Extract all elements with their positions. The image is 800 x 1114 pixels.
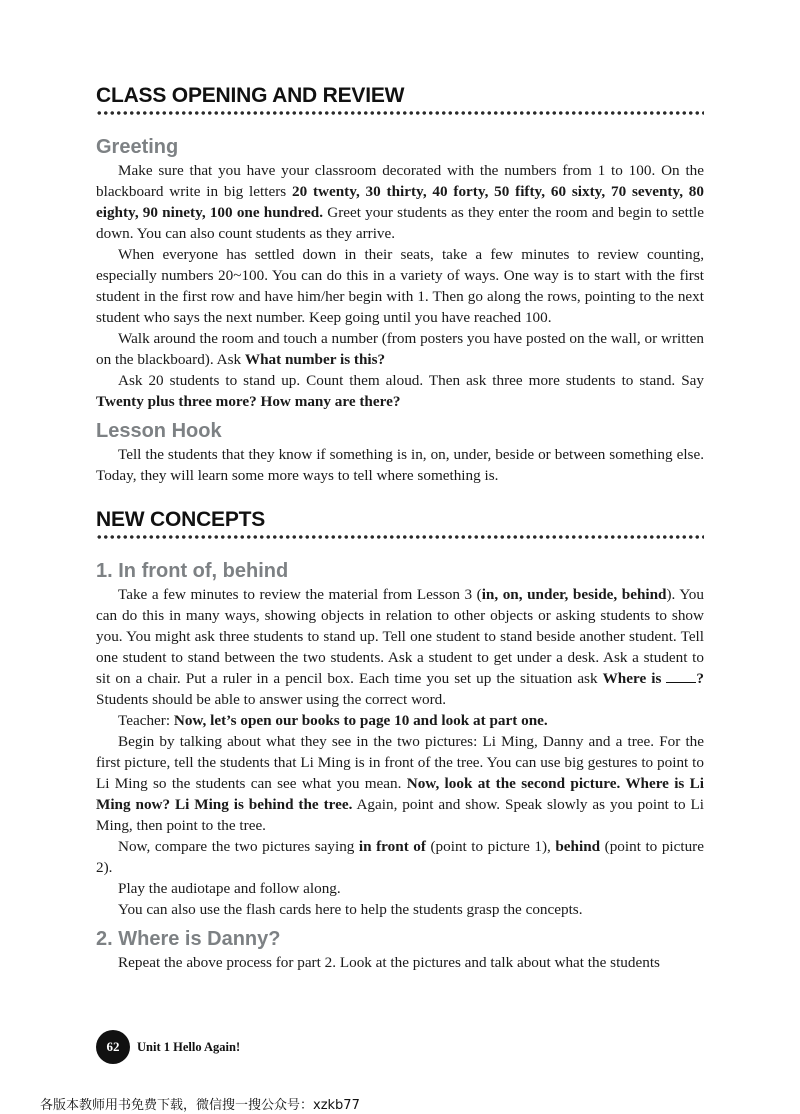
paragraph: Ask 20 students to stand up. Count them aloud. Then ask three more students to stand. Say Twenty plus three more? How many are there?	[96, 372, 704, 410]
page-number: 62	[96, 1030, 130, 1064]
paragraph: Now, compare the two pictures saying in front of (point to picture 1), behind (point to picture 2).	[96, 838, 704, 876]
paragraph: Walk around the room and touch a number (from posters you have posted on the wall, or written on the blackboard). Ask What number is this?	[96, 330, 704, 368]
section-title-opening: CLASS OPENING AND REVIEW	[96, 84, 405, 107]
paragraph: Tell the students that they know if something is in, on, under, beside or between something else. Today, they will learn some more ways to tell where something is.	[96, 446, 704, 484]
page-footer	[96, 1030, 240, 1064]
subheading-greeting: Greeting	[96, 136, 179, 158]
subheading-lesson-hook: Lesson Hook	[96, 420, 222, 442]
section-title-concepts: NEW CONCEPTS	[96, 508, 266, 531]
paragraph: Play the audiotape and follow along.	[118, 880, 341, 897]
paragraph: Make sure that you have your classroom decorated with the numbers from 1 to 100. On the blackboard write in big letters 20 twenty, 30 thirty, 40 forty, 50 fifty, 60 sixty, 70 seventy, 80 eighty, 90 ninety, 100 one hundred. Greet your students as they enter the room and begin to settle down. You can also count students as they arrive.	[96, 162, 704, 242]
dotted-divider	[96, 110, 704, 116]
watermark-text: 各版本教师用书免费下载，微信搜一搜公众号：xzkb77	[40, 1098, 360, 1113]
unit-label: Unit 1 Hello Again!	[137, 1039, 241, 1054]
paragraph: When everyone has settled down in their seats, take a few minutes to review counting, especially numbers 20~100. You can do this in a variety of ways. One way is to start with the first student in the first row and have him/her begin with 1. Then go along the rows, pointing to the next student who says the next number. Keep going until you have reached 100.	[96, 246, 704, 326]
paragraph: You can also use the flash cards here to help the students grasp the concepts.	[118, 901, 583, 918]
answer-blank	[666, 670, 696, 683]
dotted-divider	[96, 534, 704, 540]
paragraph: Take a few minutes to review the material from Lesson 3 (in, on, under, beside, behind). You can do this in many ways, showing objects in relation to other objects or asking students to show you. You might ask three students to stand up. Tell one student to stand beside another student. Tell one student to stand between the two students. Ask a student to get under a desk. Ask a student to sit on a chair. Put a ruler in a pencil box. Each time you set up the situation ask Where is ? Students should be able to answer using the correct word.	[96, 586, 705, 708]
paragraph: Repeat the above process for part 2. Look at the pictures and talk about what the students	[118, 954, 660, 971]
paragraph: Teacher: Now, let’s open our books to page 10 and look at part one.	[118, 712, 548, 729]
paragraph: Begin by talking about what they see in the two pictures: Li Ming, Danny and a tree. For the first picture, tell the students that Li Ming is in front of the tree. You can use big gestures to point to Li Ming so the students can see what you mean. Now, look at the second picture. Where is Li Ming now? Li Ming is behind the tree. Again, point and show. Speak slowly as you point to Li Ming, then point to the tree.	[96, 733, 704, 834]
subheading-part-1: 1. In front of, behind	[96, 560, 289, 582]
page-content	[96, 84, 704, 973]
subheading-part-2: 2. Where is Danny?	[96, 928, 281, 950]
